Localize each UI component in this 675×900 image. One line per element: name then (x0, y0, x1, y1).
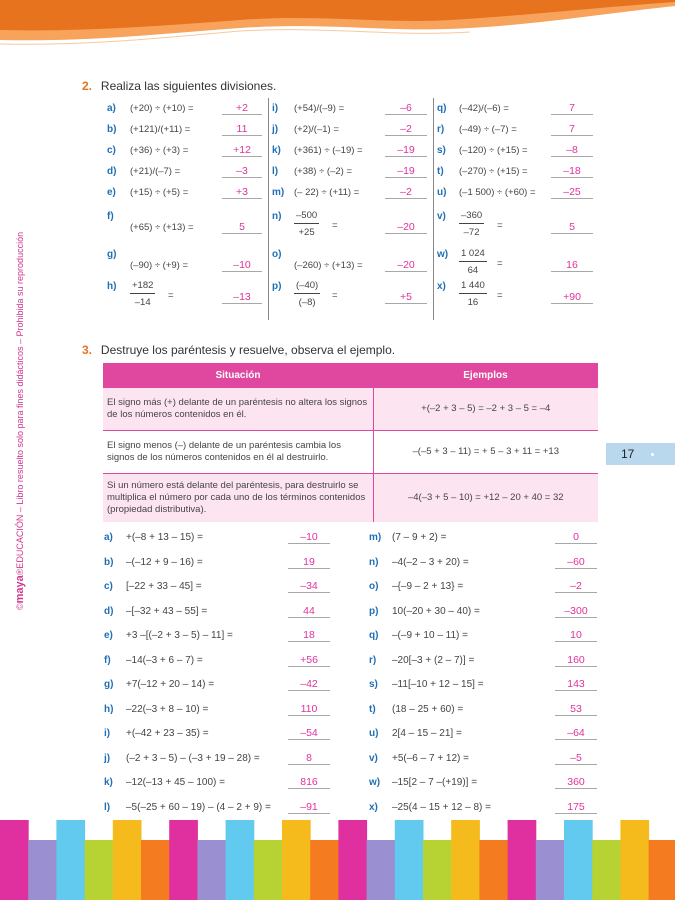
item-label: t) (437, 166, 444, 177)
fraction-numerator: 1 440 (459, 280, 487, 294)
answer: –10 (222, 259, 262, 272)
decorative-stripe (254, 840, 283, 900)
fraction-denominator: (–8) (298, 297, 316, 308)
item-label: b) (107, 124, 117, 135)
answer: +56 (288, 654, 330, 667)
fraction-denominator: –72 (463, 227, 480, 238)
item-label: d) (107, 166, 117, 177)
expression: +3 –[(–2 + 3 – 5) – 11] = (126, 630, 233, 641)
top-wave-decoration (0, 0, 675, 45)
expression: –15[2 – 7 –(+19)] = (392, 777, 478, 788)
answer: –25 (551, 186, 593, 199)
expression: +(–42 + 23 – 35) = (126, 728, 209, 739)
fraction-numerator: +182 (130, 280, 155, 294)
division-expression: (–90) ÷ (+9) = (130, 260, 189, 271)
expression: –20[–3 + (2 – 7)] = (392, 655, 475, 666)
answer: –19 (385, 165, 427, 178)
decorative-stripe (508, 820, 537, 900)
answer: –20 (385, 221, 427, 234)
answer: –91 (288, 801, 330, 814)
decorative-stripe (451, 820, 480, 900)
answer: +5 (385, 291, 427, 304)
expression: (–2 + 3 – 5) – (–3 + 19 – 28) = (126, 753, 260, 764)
item-label: k) (272, 145, 281, 156)
division-expression: (–120) ÷ (+15) = (459, 145, 528, 156)
column-divider (268, 98, 269, 320)
decorative-stripe (423, 840, 452, 900)
situations-table (103, 363, 598, 522)
answer: –42 (288, 678, 330, 691)
fraction-denominator: +25 (298, 227, 315, 238)
decorative-stripe (620, 820, 649, 900)
decorative-stripe (113, 820, 142, 900)
division-expression: (+54)/(–9) = (294, 103, 345, 114)
equals-sign: = (497, 220, 503, 231)
division-expression: (–260) ÷ (+13) = (294, 260, 363, 271)
item-label: c) (104, 581, 113, 592)
answer: 175 (555, 801, 597, 814)
situation-text: El signo más (+) delante de un paréntesis no altera los signos de los números contenidos en él. (103, 388, 373, 431)
item-label: w) (369, 777, 381, 788)
answer: –64 (555, 727, 597, 740)
expression: +5(–6 – 7 + 12) = (392, 753, 470, 764)
expression: –11[–10 + 12 – 15] = (392, 679, 484, 690)
answer: 7 (551, 102, 593, 115)
table-row (103, 474, 598, 522)
header-ejemplos: Ejemplos (373, 363, 598, 388)
expression: +(–8 + 13 – 15) = (126, 532, 204, 543)
item-label: m) (369, 532, 382, 543)
item-label: j) (104, 753, 111, 764)
expression: 2[4 – 15 – 21] = (392, 728, 462, 739)
fraction-denominator: –14 (134, 297, 151, 308)
answer: –2 (385, 123, 427, 136)
item-label: v) (437, 211, 446, 222)
decorative-stripe (28, 840, 57, 900)
item-label: k) (104, 777, 113, 788)
item-label: e) (104, 630, 113, 641)
item-label: h) (107, 281, 117, 292)
decorative-stripe (395, 820, 424, 900)
answer: –6 (385, 102, 427, 115)
item-label: f) (107, 211, 114, 222)
decorative-stripe (338, 820, 367, 900)
item-label: i) (272, 103, 279, 114)
answer: 18 (288, 629, 330, 642)
decorative-stripe (56, 820, 85, 900)
item-label: t) (369, 704, 376, 715)
expression: [–22 + 33 – 45] = (126, 581, 202, 592)
situation-text: El signo menos (–) delante de un paréntesis cambia los signos de los números contenidos en él al destruirlo. (103, 431, 373, 474)
table-header-row (103, 363, 598, 388)
expression: (7 – 9 + 2) = (392, 532, 447, 543)
item-label: l) (272, 166, 279, 177)
fraction (294, 210, 319, 238)
item-label: l) (104, 802, 111, 813)
expression: –12(–13 + 45 – 100) = (126, 777, 225, 788)
decorative-stripe (649, 840, 675, 900)
equals-sign: = (332, 220, 338, 231)
answer: 360 (555, 776, 597, 789)
answer: –2 (555, 580, 597, 593)
answer: 143 (555, 678, 597, 691)
answer: –2 (385, 186, 427, 199)
item-label: i) (104, 728, 111, 739)
fraction (130, 280, 155, 308)
answer: –54 (288, 727, 330, 740)
item-label: u) (437, 187, 447, 198)
item-label: c) (107, 145, 116, 156)
fraction-numerator: (–40) (294, 280, 320, 294)
situation-text: Si un número está delante del paréntesis, para destruirlo se multiplica el número por cada uno de los términos contenidos (propiedad distributiva). (103, 474, 373, 522)
answer: 53 (555, 703, 597, 716)
item-label: o) (272, 249, 282, 260)
answer: 10 (555, 629, 597, 642)
decorative-stripe (85, 840, 114, 900)
decorative-stripe (367, 840, 396, 900)
division-expression: (+21)/(–7) = (130, 166, 181, 177)
answer: –20 (385, 259, 427, 272)
expression: –25(4 – 15 + 12 – 8) = (392, 802, 491, 813)
answer: +90 (551, 291, 593, 304)
answer: –5 (555, 752, 597, 765)
division-expression: (–42)/(–6) = (459, 103, 509, 114)
fraction-numerator: –360 (459, 210, 484, 224)
answer: 5 (222, 221, 262, 234)
equals-sign: = (168, 290, 174, 301)
page-number: 17 (621, 447, 635, 461)
fraction-denominator: 64 (467, 265, 479, 276)
fraction-denominator: 16 (467, 297, 479, 308)
page-number-tab (606, 443, 675, 465)
copyright-side-text: ©maya®EDUCACIÓN – Libro resuelto solo para fines didácticos – Prohibida su reproducción (14, 231, 26, 610)
answer: –3 (222, 165, 262, 178)
answer: –19 (385, 144, 427, 157)
example-text: –4(–3 + 5 – 10) = +12 – 20 + 40 = 32 (373, 474, 598, 522)
answer: 0 (555, 531, 597, 544)
expression: –14(–3 + 6 – 7) = (126, 655, 203, 666)
division-expression: (+361) ÷ (–19) = (294, 145, 363, 156)
item-label: v) (369, 753, 378, 764)
division-expression: (–49) ÷ (–7) = (459, 124, 517, 135)
decorative-stripe (226, 820, 255, 900)
expression: –{–9 – 2 + 13} = (392, 581, 464, 592)
item-label: x) (369, 802, 378, 813)
item-label: s) (369, 679, 378, 690)
decorative-stripe (0, 820, 29, 900)
item-label: w) (437, 249, 449, 260)
item-label: p) (369, 606, 379, 617)
decorative-stripe (479, 840, 508, 900)
answer: –60 (555, 556, 597, 569)
division-expression: (+121)/(+11) = (130, 124, 191, 135)
answer: 5 (551, 221, 593, 234)
item-label: q) (369, 630, 379, 641)
answer: 160 (555, 654, 597, 667)
fraction (294, 280, 320, 308)
fraction (459, 210, 484, 238)
exercise-3-title: 3. Destruye los paréntesis y resuelve, observa el ejemplo. (82, 343, 396, 357)
column-divider (433, 98, 434, 320)
answer: 110 (288, 703, 330, 716)
answer: +12 (222, 144, 262, 157)
bottom-stripes-decoration (0, 820, 675, 900)
answer: 11 (222, 123, 262, 136)
item-label: g) (104, 679, 114, 690)
division-expression: (+36) ÷ (+3) = (130, 145, 189, 156)
answer: 16 (551, 259, 593, 272)
fraction (459, 248, 487, 276)
item-label: r) (437, 124, 445, 135)
decorative-stripe (592, 840, 621, 900)
equals-sign: = (497, 290, 503, 301)
expression: (18 – 25 + 60) = (392, 704, 464, 715)
item-label: n) (369, 557, 379, 568)
division-expression: (–1 500) ÷ (+60) = (459, 187, 536, 198)
answer: 44 (288, 605, 330, 618)
expression: –4(–2 – 3 + 20) = (392, 557, 469, 568)
header-situacion: Situación (103, 363, 373, 388)
example-text: +(–2 + 3 – 5) = –2 + 3 – 5 = –4 (373, 388, 598, 431)
decorative-stripe (141, 840, 170, 900)
item-label: o) (369, 581, 379, 592)
item-label: q) (437, 103, 447, 114)
item-label: e) (107, 187, 116, 198)
item-label: p) (272, 281, 282, 292)
division-expression: (–270) ÷ (+15) = (459, 166, 528, 177)
decorative-stripe (564, 820, 593, 900)
decorative-stripe (536, 840, 565, 900)
answer: 7 (551, 123, 593, 136)
item-label: g) (107, 249, 117, 260)
expression: –22(–3 + 8 – 10) = (126, 704, 209, 715)
division-expression: (+65) ÷ (+13) = (130, 222, 194, 233)
expression: 10(–20 + 30 – 40) = (392, 606, 480, 617)
expression: –5(–25 + 60 – 19) – (4 – 2 + 9) = (126, 802, 271, 813)
expression: –(–9 + 10 – 11) = (392, 630, 468, 641)
fraction-numerator: –500 (294, 210, 319, 224)
item-label: x) (437, 281, 446, 292)
decorative-stripe (282, 820, 311, 900)
example-text: –(–5 + 3 – 11) = + 5 – 3 + 11 = +13 (373, 431, 598, 474)
division-expression: (+2)/(–1) = (294, 124, 339, 135)
item-label: h) (104, 704, 114, 715)
answer: 816 (288, 776, 330, 789)
decorative-stripe (169, 820, 198, 900)
item-label: b) (104, 557, 114, 568)
table-row (103, 388, 598, 431)
item-label: r) (369, 655, 377, 666)
division-expression: (– 22) ÷ (+11) = (294, 187, 360, 198)
item-label: u) (369, 728, 379, 739)
answer: –300 (555, 605, 597, 618)
equals-sign: = (332, 290, 338, 301)
division-expression: (+38) ÷ (–2) = (294, 166, 353, 177)
item-label: a) (104, 532, 113, 543)
answer: +2 (222, 102, 262, 115)
item-label: j) (272, 124, 279, 135)
division-expression: (+15) ÷ (+5) = (130, 187, 189, 198)
decorative-stripe (310, 840, 339, 900)
expression: +7(–12 + 20 – 14) = (126, 679, 215, 690)
item-label: s) (437, 145, 446, 156)
answer: –8 (551, 144, 593, 157)
equals-sign: = (497, 258, 503, 269)
table-row (103, 431, 598, 474)
item-label: m) (272, 187, 285, 198)
answer: –10 (288, 531, 330, 544)
answer: 19 (288, 556, 330, 569)
decorative-stripe (197, 840, 226, 900)
fraction (459, 280, 487, 308)
exercise-2-title: 2. Realiza las siguientes divisiones. (82, 79, 277, 93)
answer: –13 (222, 291, 262, 304)
item-label: n) (272, 211, 282, 222)
answer: –34 (288, 580, 330, 593)
item-label: d) (104, 606, 114, 617)
item-label: a) (107, 103, 116, 114)
expression: –[–32 + 43 – 55] = (126, 606, 208, 617)
answer: –18 (551, 165, 593, 178)
answer: 8 (288, 752, 330, 765)
division-expression: (+20) ÷ (+10) = (130, 103, 194, 114)
expression: –(–12 + 9 – 16) = (126, 557, 203, 568)
fraction-numerator: 1 024 (459, 248, 487, 262)
item-label: f) (104, 655, 111, 666)
answer: +3 (222, 186, 262, 199)
